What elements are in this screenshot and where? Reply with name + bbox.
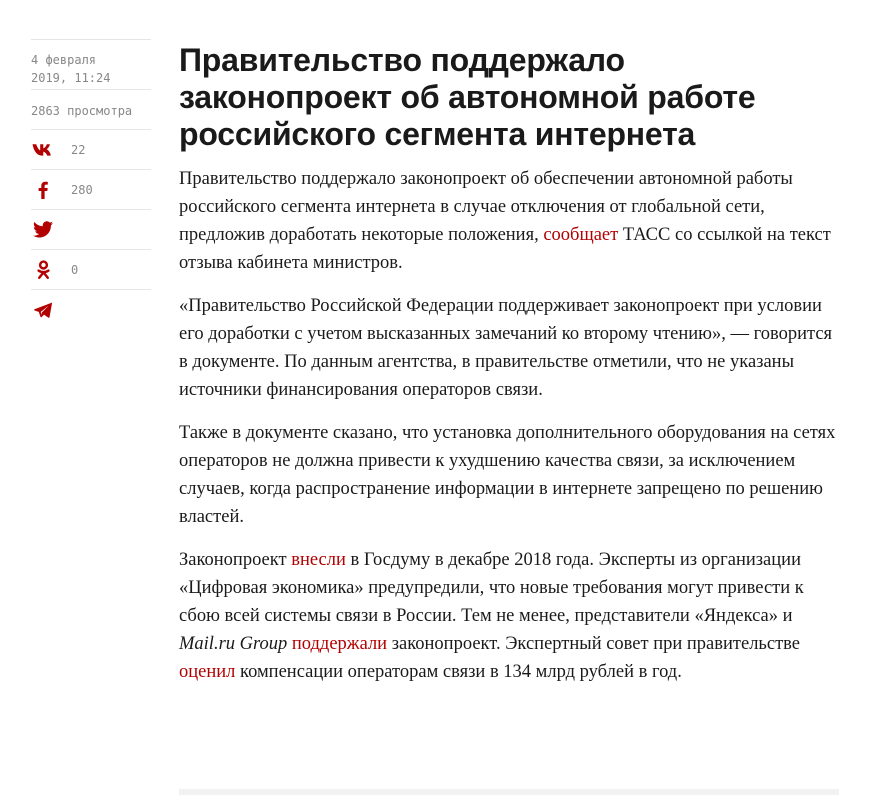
facebook-icon [31, 180, 55, 200]
publish-date-day: 4 февраля [31, 53, 97, 67]
paragraph-text: компенсации операторам связи в 134 млрд рублей в год. [235, 662, 682, 682]
share-twitter-button[interactable] [31, 209, 151, 249]
article-body [179, 165, 839, 686]
source-link-soobshchaet[interactable]: сообщает [543, 225, 619, 245]
vk-icon [31, 140, 55, 160]
article-meta [31, 39, 151, 329]
publish-date [31, 39, 151, 89]
facebook-share-count: 280 [71, 182, 93, 197]
link-podderzhali[interactable]: поддержали [291, 634, 388, 654]
telegram-icon [31, 300, 55, 320]
view-count: 2863 просмотра [31, 89, 151, 129]
paragraph-text: ТАСС со ссылкой на текст отзыва кабинета министров. [179, 225, 831, 273]
article-paragraph-4 [179, 546, 839, 686]
link-vnesli[interactable]: внесли [291, 550, 346, 570]
article [179, 42, 839, 701]
share-vk-button[interactable] [31, 129, 151, 169]
odnoklassniki-icon [31, 260, 55, 280]
share-facebook-button[interactable] [31, 169, 151, 209]
vk-share-count: 22 [71, 142, 86, 157]
paragraph-text: в Госдуму в декабре 2018 года. Эксперты из организации «Цифровая экономика» предупредили, что новые требования могут привести к сбою всей системы связи в России. Тем не менее, представители «Яндекса» и [179, 550, 804, 626]
article-paragraph-1 [179, 165, 839, 277]
footer-divider [179, 789, 839, 795]
link-otsenil[interactable]: оценил [179, 662, 236, 682]
share-telegram-button[interactable] [31, 289, 151, 329]
share-odnoklassniki-button[interactable] [31, 249, 151, 289]
article-paragraph-2: «Правительство Российской Федерации поддерживает законопроект при условии его доработки с учетом высказанных замечаний ко второму чтению», — говорится в документе. По данным агентства, в правительстве отметили, что не указаны источники финансирования операторов связи. [179, 296, 833, 400]
publish-date-time: 2019, 11:24 [31, 71, 111, 85]
paragraph-text: Законопроект [179, 550, 292, 570]
article-paragraph-3: Также в документе сказано, что установка дополнительного оборудования на сетях операторов не должна привести к ухудшению качества связи, за исключением случаев, когда распространение информации в интернете запрещено по решению властей. [179, 423, 836, 527]
paragraph-text: Правительство поддержало законопроект об обеспечении автономной работы российского сегмента интернета в случае отключения от глобальной сети, предложив доработать некоторые положения, [179, 169, 793, 245]
article-title: Правительство поддержало законопроект об автономной работе российского сегмента интернета [179, 42, 756, 152]
twitter-icon [31, 220, 55, 240]
odnoklassniki-share-count: 0 [71, 262, 79, 277]
paragraph-text: законопроект. Экспертный совет при правительстве [387, 634, 801, 654]
company-name-italic: Mail.ru Group [179, 634, 288, 654]
